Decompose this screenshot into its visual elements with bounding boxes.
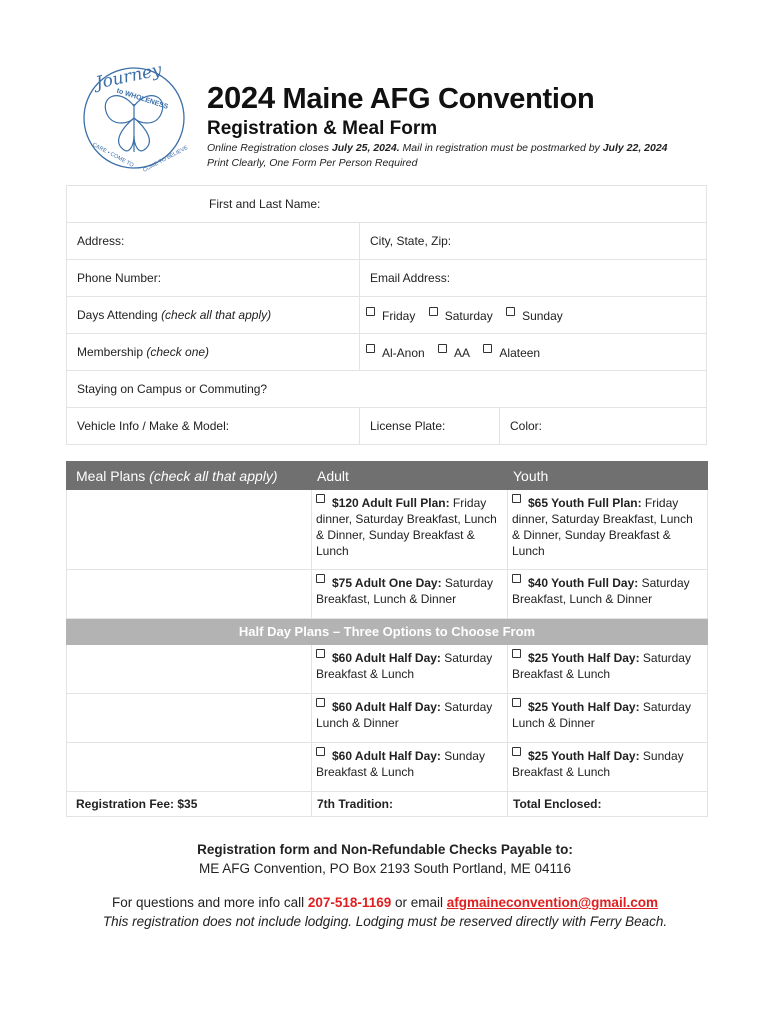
- half-day-header: Half Day Plans – Three Options to Choose From: [67, 619, 708, 645]
- days-label: Days Attending (check all that apply): [67, 297, 360, 334]
- adult-half-day-option[interactable]: $60 Adult Half Day: Saturday Breakfast & Lunch: [312, 645, 508, 694]
- youth-full-day-option[interactable]: $40 Youth Full Day: Saturday Breakfast, Lunch & Dinner: [508, 570, 708, 619]
- title-rest: Maine AFG Convention: [282, 83, 595, 115]
- mailing-address: ME AFG Convention, PO Box 2193 South Portland, ME 04116: [199, 861, 571, 876]
- svg-text:COME TO BELIEVE: COME TO BELIEVE: [142, 145, 190, 174]
- youth-half-day-option[interactable]: $25 Youth Half Day: Saturday Breakfast & Lunch: [508, 645, 708, 694]
- svg-text:Journey: Journey: [93, 60, 164, 94]
- print-note: Print Clearly, One Form Per Person Required: [207, 157, 418, 169]
- day-friday-checkbox[interactable]: Friday: [366, 307, 415, 323]
- membership-alateen-checkbox[interactable]: Alateen: [483, 344, 540, 360]
- membership-label: Membership (check one): [67, 334, 360, 371]
- svg-text:to WHOLENESS: to WHOLENESS: [115, 87, 169, 111]
- city-field[interactable]: City, State, Zip:: [360, 223, 707, 260]
- lodging-note: This registration does not include lodging. Lodging must be reserved directly with Ferry Beach.: [102, 914, 668, 929]
- svg-text:CARE • COME TO: CARE • COME TO: [91, 142, 135, 169]
- adult-half-day-option[interactable]: $60 Adult Half Day: Saturday Lunch & Dinner: [312, 694, 508, 743]
- staying-field[interactable]: Staying on Campus or Commuting?: [67, 371, 707, 408]
- youth-header: Youth: [508, 462, 708, 490]
- total-enclosed-field[interactable]: Total Enclosed:: [508, 792, 708, 817]
- journey-logo: [78, 56, 190, 174]
- vehicle-field[interactable]: Vehicle Info / Make & Model:: [67, 408, 360, 445]
- phone-field[interactable]: Phone Number:: [67, 260, 360, 297]
- youth-half-day-option[interactable]: $25 Youth Half Day: Saturday Lunch & Dinner: [508, 694, 708, 743]
- day-saturday-checkbox[interactable]: Saturday: [429, 307, 493, 323]
- registration-info-table: [66, 185, 707, 445]
- name-field[interactable]: First and Last Name:: [67, 186, 707, 223]
- contact-email-link[interactable]: afgmaineconvention@gmail.com: [446, 895, 658, 910]
- meal-header: Meal Plans (check all that apply): [67, 462, 312, 490]
- day-sunday-checkbox[interactable]: Sunday: [506, 307, 563, 323]
- seventh-tradition-field[interactable]: 7th Tradition:: [312, 792, 508, 817]
- membership-alanon-checkbox[interactable]: Al-Anon: [366, 344, 425, 360]
- adult-header: Adult: [312, 462, 508, 490]
- page-subtitle: Registration & Meal Form: [207, 118, 438, 139]
- plate-field[interactable]: License Plate:: [360, 408, 500, 445]
- color-field[interactable]: Color:: [500, 408, 707, 445]
- adult-half-day-option[interactable]: $60 Adult Half Day: Sunday Breakfast & Lunch: [312, 743, 508, 792]
- deadline-note: Online Registration closes July 25, 2024. Mail in registration must be postmarked by July 22, 2024: [207, 142, 668, 154]
- email-field[interactable]: Email Address:: [360, 260, 707, 297]
- adult-one-day-option[interactable]: $75 Adult One Day: Saturday Breakfast, Lunch & Dinner: [312, 570, 508, 619]
- meal-plans-table: [66, 461, 708, 817]
- youth-half-day-option[interactable]: $25 Youth Half Day: Sunday Breakfast & Lunch: [508, 743, 708, 792]
- days-options: [360, 297, 707, 334]
- registration-fee: Registration Fee: $35: [67, 792, 312, 817]
- adult-full-plan-option[interactable]: $120 Adult Full Plan: Friday dinner, Saturday Breakfast, Lunch & Dinner, Sunday Breakfast & Lunch: [312, 490, 508, 570]
- address-field[interactable]: Address:: [67, 223, 360, 260]
- youth-full-plan-option[interactable]: $65 Youth Full Plan: Friday dinner, Saturday Breakfast, Lunch & Dinner, Sunday Breakfast & Lunch: [508, 490, 708, 570]
- payable-note: Registration form and Non-Refundable Checks Payable to:: [197, 842, 573, 857]
- contact-line: For questions and more info call 207-518-1169 or email afgmaineconvention@gmail.com: [112, 895, 658, 910]
- contact-phone[interactable]: 207-518-1169: [307, 895, 392, 910]
- page-title: [207, 80, 594, 116]
- membership-options: [360, 334, 707, 371]
- title-year: 2024: [207, 80, 275, 115]
- membership-aa-checkbox[interactable]: AA: [438, 344, 470, 360]
